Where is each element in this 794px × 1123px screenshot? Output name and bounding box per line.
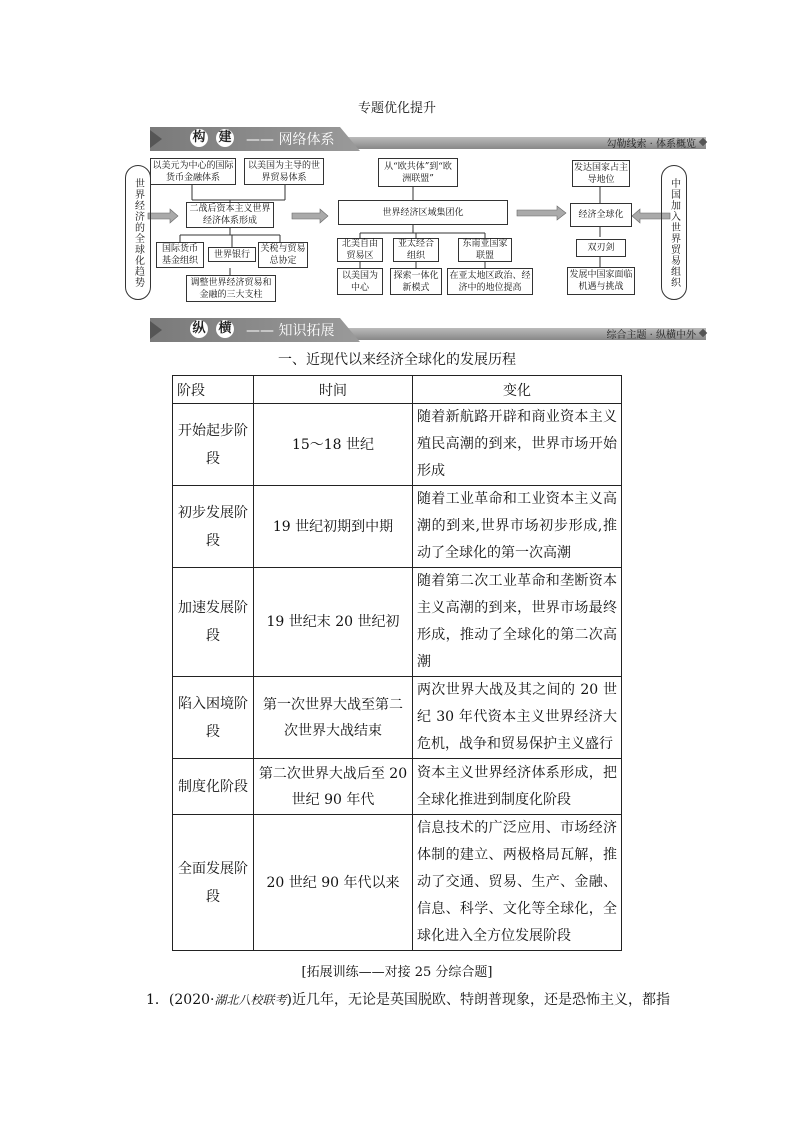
question-number: 1．: [146, 992, 169, 1008]
banner-arrow-icon: [150, 130, 162, 148]
box-asean: 东南亚国家联盟: [458, 238, 512, 262]
banner-subtitle: —— 知识拓展: [246, 323, 335, 339]
table-row: [173, 815, 622, 951]
change-cell: 随着工业革命和工业资本主义高潮的到来,世界市场初步形成,推动了全球化的第一次高潮: [413, 486, 622, 568]
table-header-row: [173, 376, 622, 404]
question-source-open: (2020·: [168, 992, 215, 1008]
box-regional-blocs: 世界经济区域集团化: [338, 200, 508, 225]
knowledge-network-diagram: [120, 155, 700, 315]
box-economic-globalization: 经济全球化: [570, 203, 632, 227]
banner-char-2: 建: [216, 129, 234, 147]
table-row: [173, 404, 622, 486]
question-source: 湖北八校联考: [214, 993, 287, 1007]
banner-arrow-icon: [150, 321, 162, 339]
box-three-pillars: 调整世界经济贸易和金融的三大支柱: [186, 275, 276, 302]
box-apec: 亚太经合组织: [393, 238, 439, 262]
section-banner-build: [150, 127, 706, 151]
question-source-close: ): [286, 992, 292, 1008]
header-change: 变化: [413, 376, 622, 404]
stage-cell: 制度化阶段: [173, 759, 254, 815]
banner-char-2: 横: [216, 320, 234, 338]
table-row: [173, 486, 622, 568]
banner-right-note: 综合主题 · 纵横中外: [606, 330, 696, 341]
box-explore-model: 探索一体化新模式: [390, 268, 442, 295]
time-cell: 15～18 世纪: [254, 404, 413, 486]
banner-subtitle: —— 网络体系: [246, 132, 335, 148]
stage-cell: 初步发展阶段: [173, 486, 254, 568]
right-oval-china-wto: 中国加入世界贸易组织: [661, 165, 687, 300]
table-row: [173, 759, 622, 815]
box-world-bank: 世界银行: [208, 247, 256, 262]
box-double-edged-sword: 双刃剑: [576, 239, 626, 257]
box-postwar-system: 二战后资本主义世界经济体系形成: [186, 202, 274, 228]
banner-char-1: 纵: [190, 320, 208, 338]
globalization-stages-table: [172, 375, 622, 951]
stage-cell: 加速发展阶段: [173, 568, 254, 677]
change-cell: 随着新航路开辟和商业资本主义殖民高潮的到来，世界市场开始形成: [413, 404, 622, 486]
box-developed-dominate: 发达国家占主导地位: [572, 160, 630, 187]
box-developing-countries: 发展中国家面临机遇与挑战: [567, 267, 635, 295]
question-1: [146, 989, 706, 1009]
table-row: [173, 677, 622, 759]
box-ec-to-eu: 从“欧共体”到“欧洲联盟”: [378, 158, 458, 187]
banner-char-1: 构: [190, 129, 208, 147]
stage-cell: 开始起步阶段: [173, 404, 254, 486]
time-cell: 第一次世界大战至第二次世界大战结束: [254, 677, 413, 759]
header-stage: 阶段: [173, 376, 254, 404]
table-row: [173, 568, 622, 677]
page-title: 专题优化提升: [357, 101, 436, 116]
change-cell: 两次世界大战及其之间的 20 世纪 30 年代资本主义世界经济大危机，战争和贸易保护主义盛行: [413, 677, 622, 759]
box-us-trade-system: 以美国为主导的世界贸易体系: [244, 158, 324, 185]
box-asia-pacific-status: 在亚太地区政治、经济中的地位提高: [447, 268, 533, 295]
box-nafta: 北美自由贸易区: [337, 238, 383, 262]
time-cell: 19 世纪初期到中期: [254, 486, 413, 568]
time-cell: 20 世纪 90 年代以来: [254, 815, 413, 951]
question-text: 近几年，无论是英国脱欧、特朗普现象，还是恐怖主义，都指: [291, 992, 670, 1008]
stage-cell: 陷入困境阶段: [173, 677, 254, 759]
box-us-center: 以美国为中心: [337, 268, 383, 295]
banner-right-note: 勾勒线索 · 体系概览: [606, 139, 696, 150]
change-cell: 随着第二次工业革命和垄断资本主义高潮的到来，世界市场最终形成，推动了全球化的第二次高潮: [413, 568, 622, 677]
box-gatt: 关税与贸易总协定: [258, 242, 308, 268]
stage-cell: 全面发展阶段: [173, 815, 254, 951]
section-heading: 一、近现代以来经济全球化的发展历程: [278, 352, 516, 368]
change-cell: 信息技术的广泛应用、市场经济体制的建立、两极格局瓦解，推动了交通、贸易、生产、金融、信息、科学、文化等全球化，全球化进入全方位发展阶段: [413, 815, 622, 951]
change-cell: 资本主义世界经济体系形成，把全球化推进到制度化阶段: [413, 759, 622, 815]
box-imf: 国际货币基金组织: [156, 242, 204, 268]
left-oval-globalization-trend: 世界经济的全球化趋势: [125, 165, 151, 300]
time-cell: 19 世纪末 20 世纪初: [254, 568, 413, 677]
section-banner-expand: [150, 318, 706, 342]
training-label: [拓展训练——对接 25 分综合题]: [301, 965, 493, 980]
header-time: 时间: [254, 376, 413, 404]
time-cell: 第二次世界大战后至 20 世纪 90 年代: [254, 759, 413, 815]
box-dollar-system: 以美元为中心的国际货币金融体系: [150, 158, 236, 185]
